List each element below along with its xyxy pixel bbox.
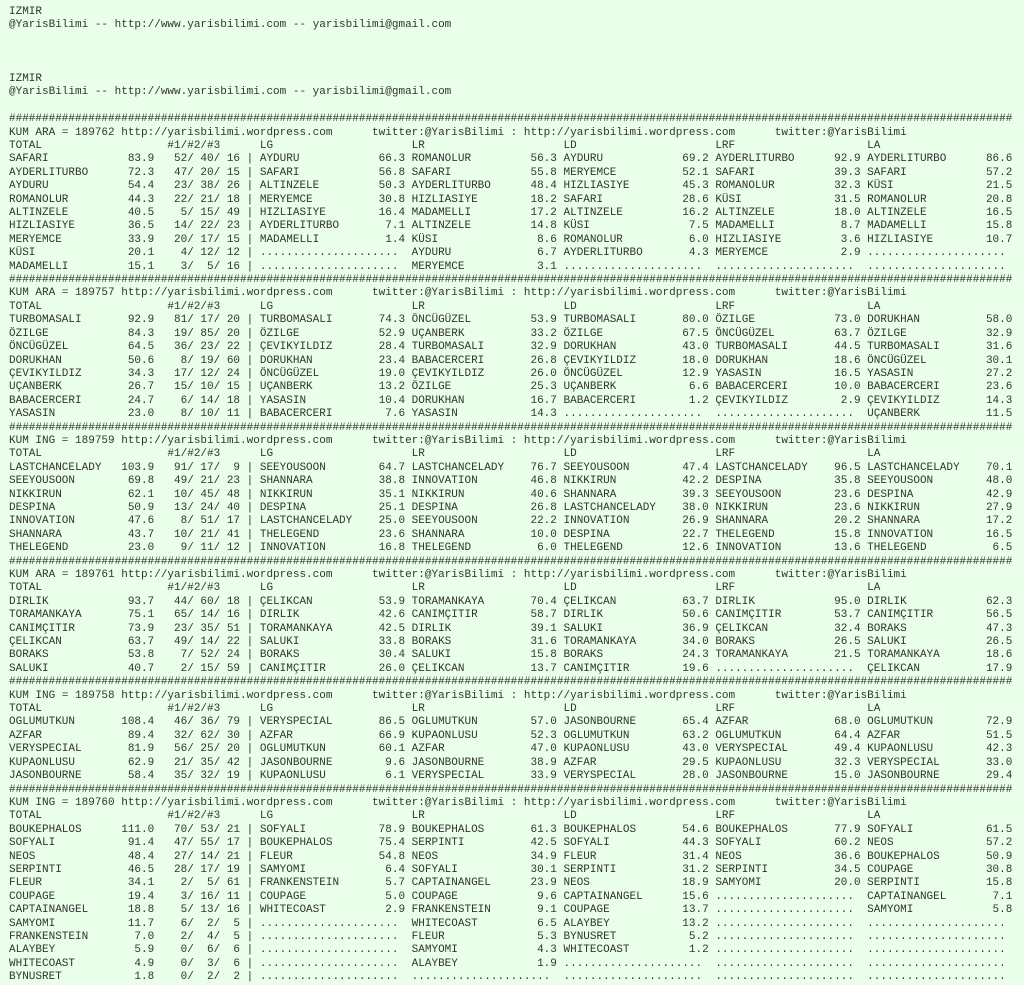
column-header-line: TOTAL #1/#2/#3 LG LR LD LRF LA <box>9 582 881 595</box>
stat-row: SEEYOUSOON 69.8 49/ 21/ 23 | SHANNARA 38.8 INNOVATION 46.8 NIKKIRUN 42.2 DESPINA 35.8 SEEYOUSOON 48.0 <box>9 475 1019 488</box>
stat-row: BORAKS 53.8 7/ 52/ 24 | BORAKS 30.4 SALUKI 15.8 BORAKS 24.3 TORAMANKAYA 21.5 TORAMANKAYA 18.6 <box>9 649 1019 662</box>
stat-row: ÖNCÜGÜZEL 64.5 36/ 23/ 22 | ÇEVIKYILDIZ 28.4 TURBOMASALI 32.9 DORUKHAN 43.0 TURBOMASALI 44.5 TURBOMASALI 31.6 <box>9 341 1019 354</box>
stat-row: SHANNARA 43.7 10/ 21/ 41 | THELEGEND 23.6 SHANNARA 10.0 DESPINA 22.7 THELEGEND 15.8 INNOVATION 16.5 <box>9 528 1019 541</box>
stat-row: VERYSPECIAL 81.9 56/ 25/ 20 | OGLUMUTKUN 60.1 AZFAR 47.0 KUPAONLUSU 43.0 VERYSPECIAL 49.4 KUPAONLUSU 42.3 <box>9 743 1019 756</box>
stat-row: MERYEMCE 33.9 20/ 17/ 15 | MADAMELLI 1.4 KÜSI 8.6 ROMANOLUR 6.0 HIZLIASIYE 3.6 HIZLIASIYE 10.7 <box>9 233 1019 246</box>
column-header-line: TOTAL #1/#2/#3 LG LR LD LRF LA <box>9 448 881 461</box>
stat-row: KUPAONLUSU 62.9 21/ 35/ 42 | JASONBOURNE 9.6 JASONBOURNE 38.9 AZFAR 29.5 KUPAONLUSU 32.3 VERYSPECIAL 33.0 <box>9 756 1019 769</box>
stat-row: SALUKI 40.7 2/ 15/ 59 | CANIMÇITIR 26.0 ÇELIKCAN 13.7 CANIMÇITIR 19.6 ..................... ÇELIKCAN 17.9 <box>9 662 1019 675</box>
stat-row: UÇANBERK 26.7 15/ 10/ 15 | UÇANBERK 13.2 ÖZILGE 25.3 UÇANBERK 6.6 BABACERCERI 10.0 BABACERCERI 23.6 <box>9 381 1019 394</box>
section-header-line: KUM ARA = 189761 http://yarisbilimi.wordpress.com twitter:@YarisBilimi : http://yarisbilimi.wordpress.com twitter:@YarisBilimi <box>9 569 907 581</box>
stat-row: NEOS 48.4 27/ 14/ 21 | FLEUR 54.8 NEOS 34.9 FLEUR 31.4 NEOS 36.6 BOUKEPHALOS 50.9 <box>9 850 1019 863</box>
column-header-line: TOTAL #1/#2/#3 LG LR LD LRF LA <box>9 703 881 716</box>
stat-row: AZFAR 89.4 32/ 62/ 30 | AZFAR 66.9 KUPAONLUSU 52.3 OGLUMUTKUN 63.2 OGLUMUTKUN 64.4 AZFAR 51.5 <box>9 729 1019 742</box>
stat-row: HIZLIASIYE 36.5 14/ 22/ 23 | AYDERLITURBO 7.1 ALTINZELE 14.8 KÜSI 7.5 MADAMELLI 8.7 MADAMELLI 15.8 <box>9 220 1019 233</box>
stat-row: ÖZILGE 84.3 19/ 85/ 20 | ÖZILGE 52.9 UÇANBERK 33.2 ÖZILGE 67.5 ÖNCÜGÜZEL 63.7 ÖZILGE 32.9 <box>9 327 1019 340</box>
stat-row: FRANKENSTEIN 7.0 2/ 4/ 5 | ..................... FLEUR 5.3 BYNUSRET 5.2 ..................... ..................... <box>9 930 1019 943</box>
stat-row: SOFYALI 91.4 47/ 55/ 17 | BOUKEPHALOS 75.4 SERPINTI 42.5 SOFYALI 44.3 SOFYALI 60.2 NEOS 57.2 <box>9 837 1019 850</box>
stat-row: BOUKEPHALOS 111.0 70/ 53/ 21 | SOFYALI 78.9 BOUKEPHALOS 61.3 BOUKEPHALOS 54.6 BOUKEPHALOS 77.9 SOFYALI 61.5 <box>9 823 1019 836</box>
masthead-byline: @YarisBilimi -- http://www.yarisbilimi.com -- yarisbilimi@gmail.com <box>9 86 452 99</box>
section-header-line: KUM ING = 189758 http://yarisbilimi.wordpress.com twitter:@YarisBilimi : http://yarisbilimi.wordpress.com twitter:@YarisBilimi <box>9 689 907 702</box>
masthead-byline: @YarisBilimi -- http://www.yarisbilimi.com -- yarisbilimi@gmail.com <box>9 19 452 32</box>
blank-line <box>9 60 1024 73</box>
blank-line <box>9 33 1024 46</box>
stat-row: DIRLIK 93.7 44/ 60/ 18 | ÇELIKCAN 53.9 TORAMANKAYA 70.4 ÇELIKCAN 63.7 DIRLIK 95.0 DIRLIK 62.3 <box>9 595 1019 608</box>
stat-row: ÇELIKCAN 63.7 49/ 14/ 22 | SALUKI 33.8 BORAKS 31.6 TORAMANKAYA 34.0 BORAKS 26.5 SALUKI 26.5 <box>9 636 1019 649</box>
section-header-line: KUM ARA = 189762 http://yarisbilimi.wordpress.com twitter:@YarisBilimi : http://yarisbilimi.wordpress.com twitter:@YarisBilimi <box>9 126 907 139</box>
stat-row: BABACERCERI 24.7 6/ 14/ 18 | YASASIN 10.4 DORUKHAN 16.7 BABACERCERI 1.2 ÇEVIKYILDIZ 2.9 ÇEVIKYILDIZ 14.3 <box>9 394 1019 407</box>
masthead-repeat <box>9 73 1024 113</box>
separator-line: ######################################################################################################################################################## <box>9 676 1013 689</box>
sections-container <box>9 113 1024 984</box>
section-header-line: KUM ARA = 189757 http://yarisbilimi.wordpress.com twitter:@YarisBilimi : http://yarisbilimi.wordpress.com twitter:@YarisBilimi <box>9 287 907 300</box>
blank-line <box>9 46 1024 59</box>
stat-row: ROMANOLUR 44.3 22/ 21/ 18 | MERYEMCE 30.8 HIZLIASIYE 18.2 SAFARI 28.6 KÜSI 31.5 ROMANOLUR 20.8 <box>9 193 1019 206</box>
stat-row: LASTCHANCELADY 103.9 91/ 17/ 9 | SEEYOUSOON 64.7 LASTCHANCELADY 76.7 SEEYOUSOON 47.4 LASTCHANCELADY 96.5 LASTCHANCELADY 70.1 <box>9 461 1019 474</box>
stat-row: BYNUSRET 1.8 0/ 2/ 2 | ..................... ..................... ..................... ..................... ..................... <box>9 971 1019 984</box>
separator-line: ######################################################################################################################################################## <box>9 421 1013 434</box>
stat-row: OGLUMUTKUN 108.4 46/ 36/ 79 | VERYSPECIAL 86.5 OGLUMUTKUN 57.0 JASONBOURNE 65.4 AZFAR 68.0 OGLUMUTKUN 72.9 <box>9 716 1019 729</box>
stat-row: FLEUR 34.1 2/ 5/ 61 | FRANKENSTEIN 5.7 CAPTAINANGEL 23.9 NEOS 18.9 SAMYOMI 20.0 SERPINTI 15.8 <box>9 877 1019 890</box>
separator-line: ######################################################################################################################################################## <box>9 274 1013 287</box>
stat-row: DORUKHAN 50.6 8/ 19/ 60 | DORUKHAN 23.4 BABACERCERI 26.8 ÇEVIKYILDIZ 18.0 DORUKHAN 18.6 ÖNCÜGÜZEL 30.1 <box>9 354 1019 367</box>
separator-line: ######################################################################################################################################################## <box>9 783 1013 796</box>
stat-row: SAMYOMI 11.7 6/ 2/ 5 | ..................... WHITECOAST 6.5 ALAYBEY 13.2 ..................... ..................... <box>9 917 1019 930</box>
stat-row: ÇEVIKYILDIZ 34.3 17/ 12/ 24 | ÖNCÜGÜZEL 19.0 ÇEVIKYILDIZ 26.0 ÖNCÜGÜZEL 12.9 YASASIN 16.5 YASASIN 27.2 <box>9 367 1019 380</box>
masthead-city: IZMIR <box>9 72 43 85</box>
report-document <box>9 6 1024 985</box>
blank-line <box>9 100 1024 113</box>
stat-row: NIKKIRUN 62.1 10/ 45/ 48 | NIKKIRUN 35.1 NIKKIRUN 40.6 SHANNARA 39.3 SEEYOUSOON 23.6 DESPINA 42.9 <box>9 488 1019 501</box>
stat-row: MADAMELLI 15.1 3/ 5/ 16 | ..................... MERYEMCE 3.1 ..................... ..................... ..................... <box>9 260 1019 273</box>
stat-row: TURBOMASALI 92.9 81/ 17/ 20 | TURBOMASALI 74.3 ÖNCÜGÜZEL 53.9 TURBOMASALI 80.0 ÖZILGE 73.0 DORUKHAN 58.0 <box>9 314 1019 327</box>
stat-row: SAFARI 83.9 52/ 40/ 16 | AYDURU 66.3 ROMANOLUR 56.3 AYDURU 69.2 AYDERLITURBO 92.9 AYDERLITURBO 86.6 <box>9 153 1019 166</box>
stat-row: CAPTAINANGEL 18.8 5/ 13/ 16 | WHITECOAST 2.9 FRANKENSTEIN 9.1 COUPAGE 13.7 ..................... SAMYOMI 5.8 <box>9 904 1019 917</box>
stat-row: ALTINZELE 40.5 5/ 15/ 49 | HIZLIASIYE 16.4 MADAMELLI 17.2 ALTINZELE 16.2 ALTINZELE 18.0 ALTINZELE 16.5 <box>9 207 1019 220</box>
stat-row: KÜSI 20.1 4/ 12/ 12 | ..................... AYDURU 6.7 AYDERLITURBO 4.3 MERYEMCE 2.9 ..................... <box>9 247 1019 260</box>
stat-row: COUPAGE 19.4 3/ 16/ 11 | COUPAGE 5.0 COUPAGE 9.6 CAPTAINANGEL 15.6 ..................... CAPTAINANGEL 7.1 <box>9 890 1019 903</box>
stat-row: JASONBOURNE 58.4 35/ 32/ 19 | KUPAONLUSU 6.1 VERYSPECIAL 33.9 VERYSPECIAL 28.0 JASONBOURNE 15.0 JASONBOURNE 29.4 <box>9 770 1019 783</box>
masthead-city: IZMIR <box>9 6 43 18</box>
section-header-line: KUM ING = 189760 http://yarisbilimi.wordpress.com twitter:@YarisBilimi : http://yarisbilimi.wordpress.com twitter:@YarisBilimi <box>9 796 907 809</box>
stat-row: SERPINTI 46.5 28/ 17/ 19 | SAMYOMI 6.4 SOFYALI 30.1 SERPINTI 31.2 SERPINTI 34.5 COUPAGE 30.8 <box>9 863 1019 876</box>
stat-row: TORAMANKAYA 75.1 65/ 14/ 16 | DIRLIK 42.6 CANIMÇITIR 58.7 DIRLIK 50.6 CANIMÇITIR 53.7 CANIMÇITIR 56.5 <box>9 609 1019 622</box>
stat-row: YASASIN 23.0 8/ 10/ 11 | BABACERCERI 7.6 YASASIN 14.3 ..................... ..................... UÇANBERK 11.5 <box>9 408 1019 421</box>
separator-line: ######################################################################################################################################################## <box>9 555 1013 568</box>
column-header-line: TOTAL #1/#2/#3 LG LR LD LRF LA <box>9 810 881 823</box>
stat-row: CANIMÇITIR 73.9 23/ 35/ 51 | TORAMANKAYA 42.5 DIRLIK 39.1 SALUKI 36.9 ÇELIKCAN 32.4 BORAKS 47.3 <box>9 622 1019 635</box>
stat-row: WHITECOAST 4.9 0/ 3/ 6 | ..................... ALAYBEY 1.9 ..................... ..................... ..................... <box>9 957 1019 970</box>
column-header-line: TOTAL #1/#2/#3 LG LR LD LRF LA <box>9 300 881 313</box>
stat-row: ALAYBEY 5.9 0/ 6/ 6 | ..................... SAMYOMI 4.3 WHITECOAST 1.2 ..................... ..................... <box>9 944 1019 957</box>
column-header-line: TOTAL #1/#2/#3 LG LR LD LRF LA <box>9 140 881 152</box>
stat-row: THELEGEND 23.0 9/ 11/ 12 | INNOVATION 16.8 THELEGEND 6.0 THELEGEND 12.6 INNOVATION 13.6 THELEGEND 6.5 <box>9 542 1019 555</box>
section-header-line: KUM ING = 189759 http://yarisbilimi.wordpress.com twitter:@YarisBilimi : http://yarisbilimi.wordpress.com twitter:@YarisBilimi <box>9 434 907 447</box>
masthead-top <box>9 6 1024 73</box>
stat-row: INNOVATION 47.6 8/ 51/ 17 | LASTCHANCELADY 25.0 SEEYOUSOON 22.2 INNOVATION 26.9 SHANNARA 20.2 SHANNARA 17.2 <box>9 515 1019 528</box>
stat-row: AYDURU 54.4 23/ 38/ 26 | ALTINZELE 50.3 AYDERLITURBO 48.4 HIZLIASIYE 45.3 ROMANOLUR 32.3 KÜSI 21.5 <box>9 180 1019 193</box>
separator-line: ######################################################################################################################################################## <box>9 113 1013 126</box>
stat-row: AYDERLITURBO 72.3 47/ 20/ 15 | SAFARI 56.8 SAFARI 55.8 MERYEMCE 52.1 SAFARI 39.3 SAFARI 57.2 <box>9 166 1019 179</box>
stat-row: DESPINA 50.9 13/ 24/ 40 | DESPINA 25.1 DESPINA 26.8 LASTCHANCELADY 38.0 NIKKIRUN 23.6 NIKKIRUN 27.9 <box>9 501 1019 514</box>
